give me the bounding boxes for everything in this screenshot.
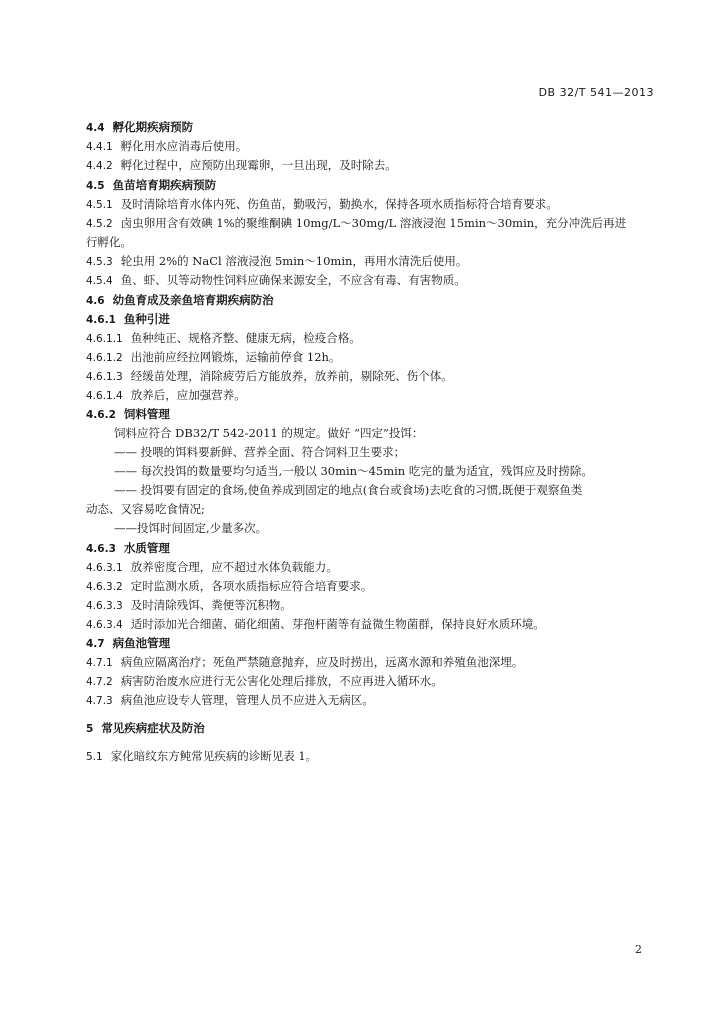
paragraph-line [86, 747, 666, 766]
clause-text: 病害防治废水应进行无公害化处理后排放，不应再进入循环水。 [120, 674, 443, 688]
clause-text: 出池前应经拉网锻炼，运输前停食 12h。 [130, 350, 341, 364]
section-heading [86, 539, 666, 558]
section-heading [86, 634, 666, 653]
clause-text: 病鱼池管理 [112, 636, 171, 650]
clause-number: 4.5.4 [86, 275, 113, 287]
clause-text: 病鱼应隔离治疗；死鱼严禁随意抛弃，应及时捞出，远离水源和养殖鱼池深埋。 [120, 655, 524, 669]
paragraph-line [86, 195, 666, 214]
clause-number: 4.7.2 [86, 676, 113, 688]
clause-number: 4.5.2 [86, 218, 113, 230]
clause-number: 4.6.1.1 [86, 333, 123, 345]
clause-number: 4.6.1.2 [86, 352, 123, 364]
paragraph-line [86, 214, 666, 233]
clause-number: 4.6.1.3 [86, 371, 123, 383]
paragraph-line [114, 424, 694, 442]
clause-text: 常见疾病症状及防治 [101, 721, 205, 735]
clause-number: 4.6.3.2 [86, 581, 123, 593]
clause-text: 鱼、虾、贝等动物性饲料应确保来源安全，不应含有毒、有害物质。 [120, 273, 466, 287]
clause-text: 鱼种纯正、规格齐整、健康无病，检疫合格。 [130, 331, 361, 345]
clause-text: —— 每次投饵的数量要均匀适当,一般以 30min～45min 吃完的量为适宜，残饵应及时捞除。 [114, 464, 593, 478]
section-heading [86, 291, 666, 310]
paragraph-line [86, 615, 666, 634]
clause-text: 饲料管理 [123, 407, 170, 421]
paragraph-line [114, 443, 694, 461]
section-heading [86, 719, 666, 738]
clause-text: 孵化过程中，应预防出现霉卵，一旦出现，及时除去。 [120, 158, 397, 172]
section-heading [86, 310, 666, 329]
clause-text: 轮虫用 2%的 NaCl 溶液浸泡 5min～10min，再用水清洗后使用。 [120, 254, 468, 268]
clause-number: 4.5.3 [86, 256, 113, 268]
clause-text: 适时添加光合细菌、硝化细菌、芽孢杆菌等有益微生物菌群，保持良好水质环境。 [130, 617, 545, 631]
paragraph-line [86, 137, 666, 156]
clause-number: 5.1 [86, 751, 103, 763]
paragraph-line [86, 653, 666, 672]
clause-number: 5 [86, 723, 94, 735]
clause-text: 孵化期疾病预防 [112, 120, 194, 134]
paragraph-line [114, 462, 694, 480]
paragraph-line [86, 367, 666, 386]
paragraph-line [86, 233, 666, 251]
paragraph-line [86, 672, 666, 691]
clause-text: 放养密度合理，应不超过水体负载能力。 [130, 560, 338, 574]
clause-text: 动态、又容易吃食情况; [86, 502, 205, 516]
clause-text: 行孵化。 [86, 235, 132, 249]
clause-text: 幼鱼育成及亲鱼培育期疾病防治 [112, 293, 274, 307]
section-heading [86, 176, 666, 195]
clause-text: 鱼种引进 [123, 312, 170, 326]
clause-text: 病鱼池应设专人管理，管理人员不应进入无病区。 [120, 693, 374, 707]
clause-number: 4.4 [86, 122, 105, 134]
paragraph-line [86, 271, 666, 290]
paragraph-line [86, 348, 666, 367]
clause-text: 定时监测水质，各项水质指标应符合培育要求。 [130, 579, 373, 593]
section-heading [86, 118, 666, 137]
clause-text: 放养后，应加强营养。 [130, 388, 246, 402]
paragraph-line [114, 519, 694, 537]
clause-number: 4.7.1 [86, 657, 113, 669]
paragraph-line [86, 596, 666, 615]
clause-number: 4.5 [86, 180, 105, 192]
clause-number: 4.4.2 [86, 160, 113, 172]
clause-number: 4.6.2 [86, 409, 116, 421]
clause-text: 孵化用水应消毒后使用。 [120, 139, 248, 153]
clause-number: 4.6.3.4 [86, 619, 123, 631]
paragraph-line [86, 558, 666, 577]
clause-number: 4.5.1 [86, 199, 113, 211]
clause-number: 4.4.1 [86, 141, 113, 153]
clause-number: 4.6.3 [86, 543, 116, 555]
clause-number: 4.6 [86, 295, 105, 307]
clause-number: 4.6.3.3 [86, 600, 123, 612]
paragraph-line [86, 386, 666, 405]
clause-text: 饲料应符合 DB32/T 542-2011 的规定。做好 “四定”投饵： [114, 426, 424, 440]
paragraph-line [86, 691, 666, 710]
clause-text: 鱼苗培育期疾病预防 [112, 178, 217, 192]
paragraph-line [86, 329, 666, 348]
section-heading [86, 405, 666, 424]
clause-text: —— 投饵要有固定的食场,使鱼养成到固定的地点(食台或食场)去吃食的习惯,既便于观察鱼类 [114, 483, 583, 497]
paragraph-line [86, 577, 666, 596]
clause-text: 经缓苗处理，消除疲劳后方能放养，放养前，剔除死、伤个体。 [130, 369, 453, 383]
clause-number: 4.7.3 [86, 695, 113, 707]
paragraph-line [86, 500, 666, 518]
clause-number: 4.6.1.4 [86, 390, 123, 402]
page-number: 2 [635, 943, 642, 956]
clause-text: 水质管理 [123, 541, 170, 555]
clause-text: 及时清除残饵、粪便等沉积物。 [130, 598, 292, 612]
paragraph-line [86, 252, 666, 271]
paragraph-line [86, 156, 666, 175]
clause-text: 卤虫卵用含有效碘 1%的聚维酮碘 10mg/L～30mg/L 溶液浸泡 15min～30min，充分冲洗后再进 [120, 216, 627, 230]
clause-text: ——投饵时间固定,少量多次。 [114, 521, 268, 535]
document-code-header: DB 32/T 541—2013 [538, 86, 654, 99]
clause-text: —— 投喂的饵料要新鲜、营养全面、符合饲料卫生要求； [114, 445, 406, 459]
clause-text: 及时清除培育水体内死、伤鱼苗，勤吸污，勤换水，保持各项水质指标符合培育要求。 [120, 197, 558, 211]
clause-number: 4.7 [86, 638, 105, 650]
clause-number: 4.6.1 [86, 314, 116, 326]
clause-number: 4.6.3.1 [86, 562, 123, 574]
clause-text: 家化暗纹东方鲀常见疾病的诊断见表 1。 [110, 749, 318, 763]
paragraph-line [114, 481, 694, 499]
